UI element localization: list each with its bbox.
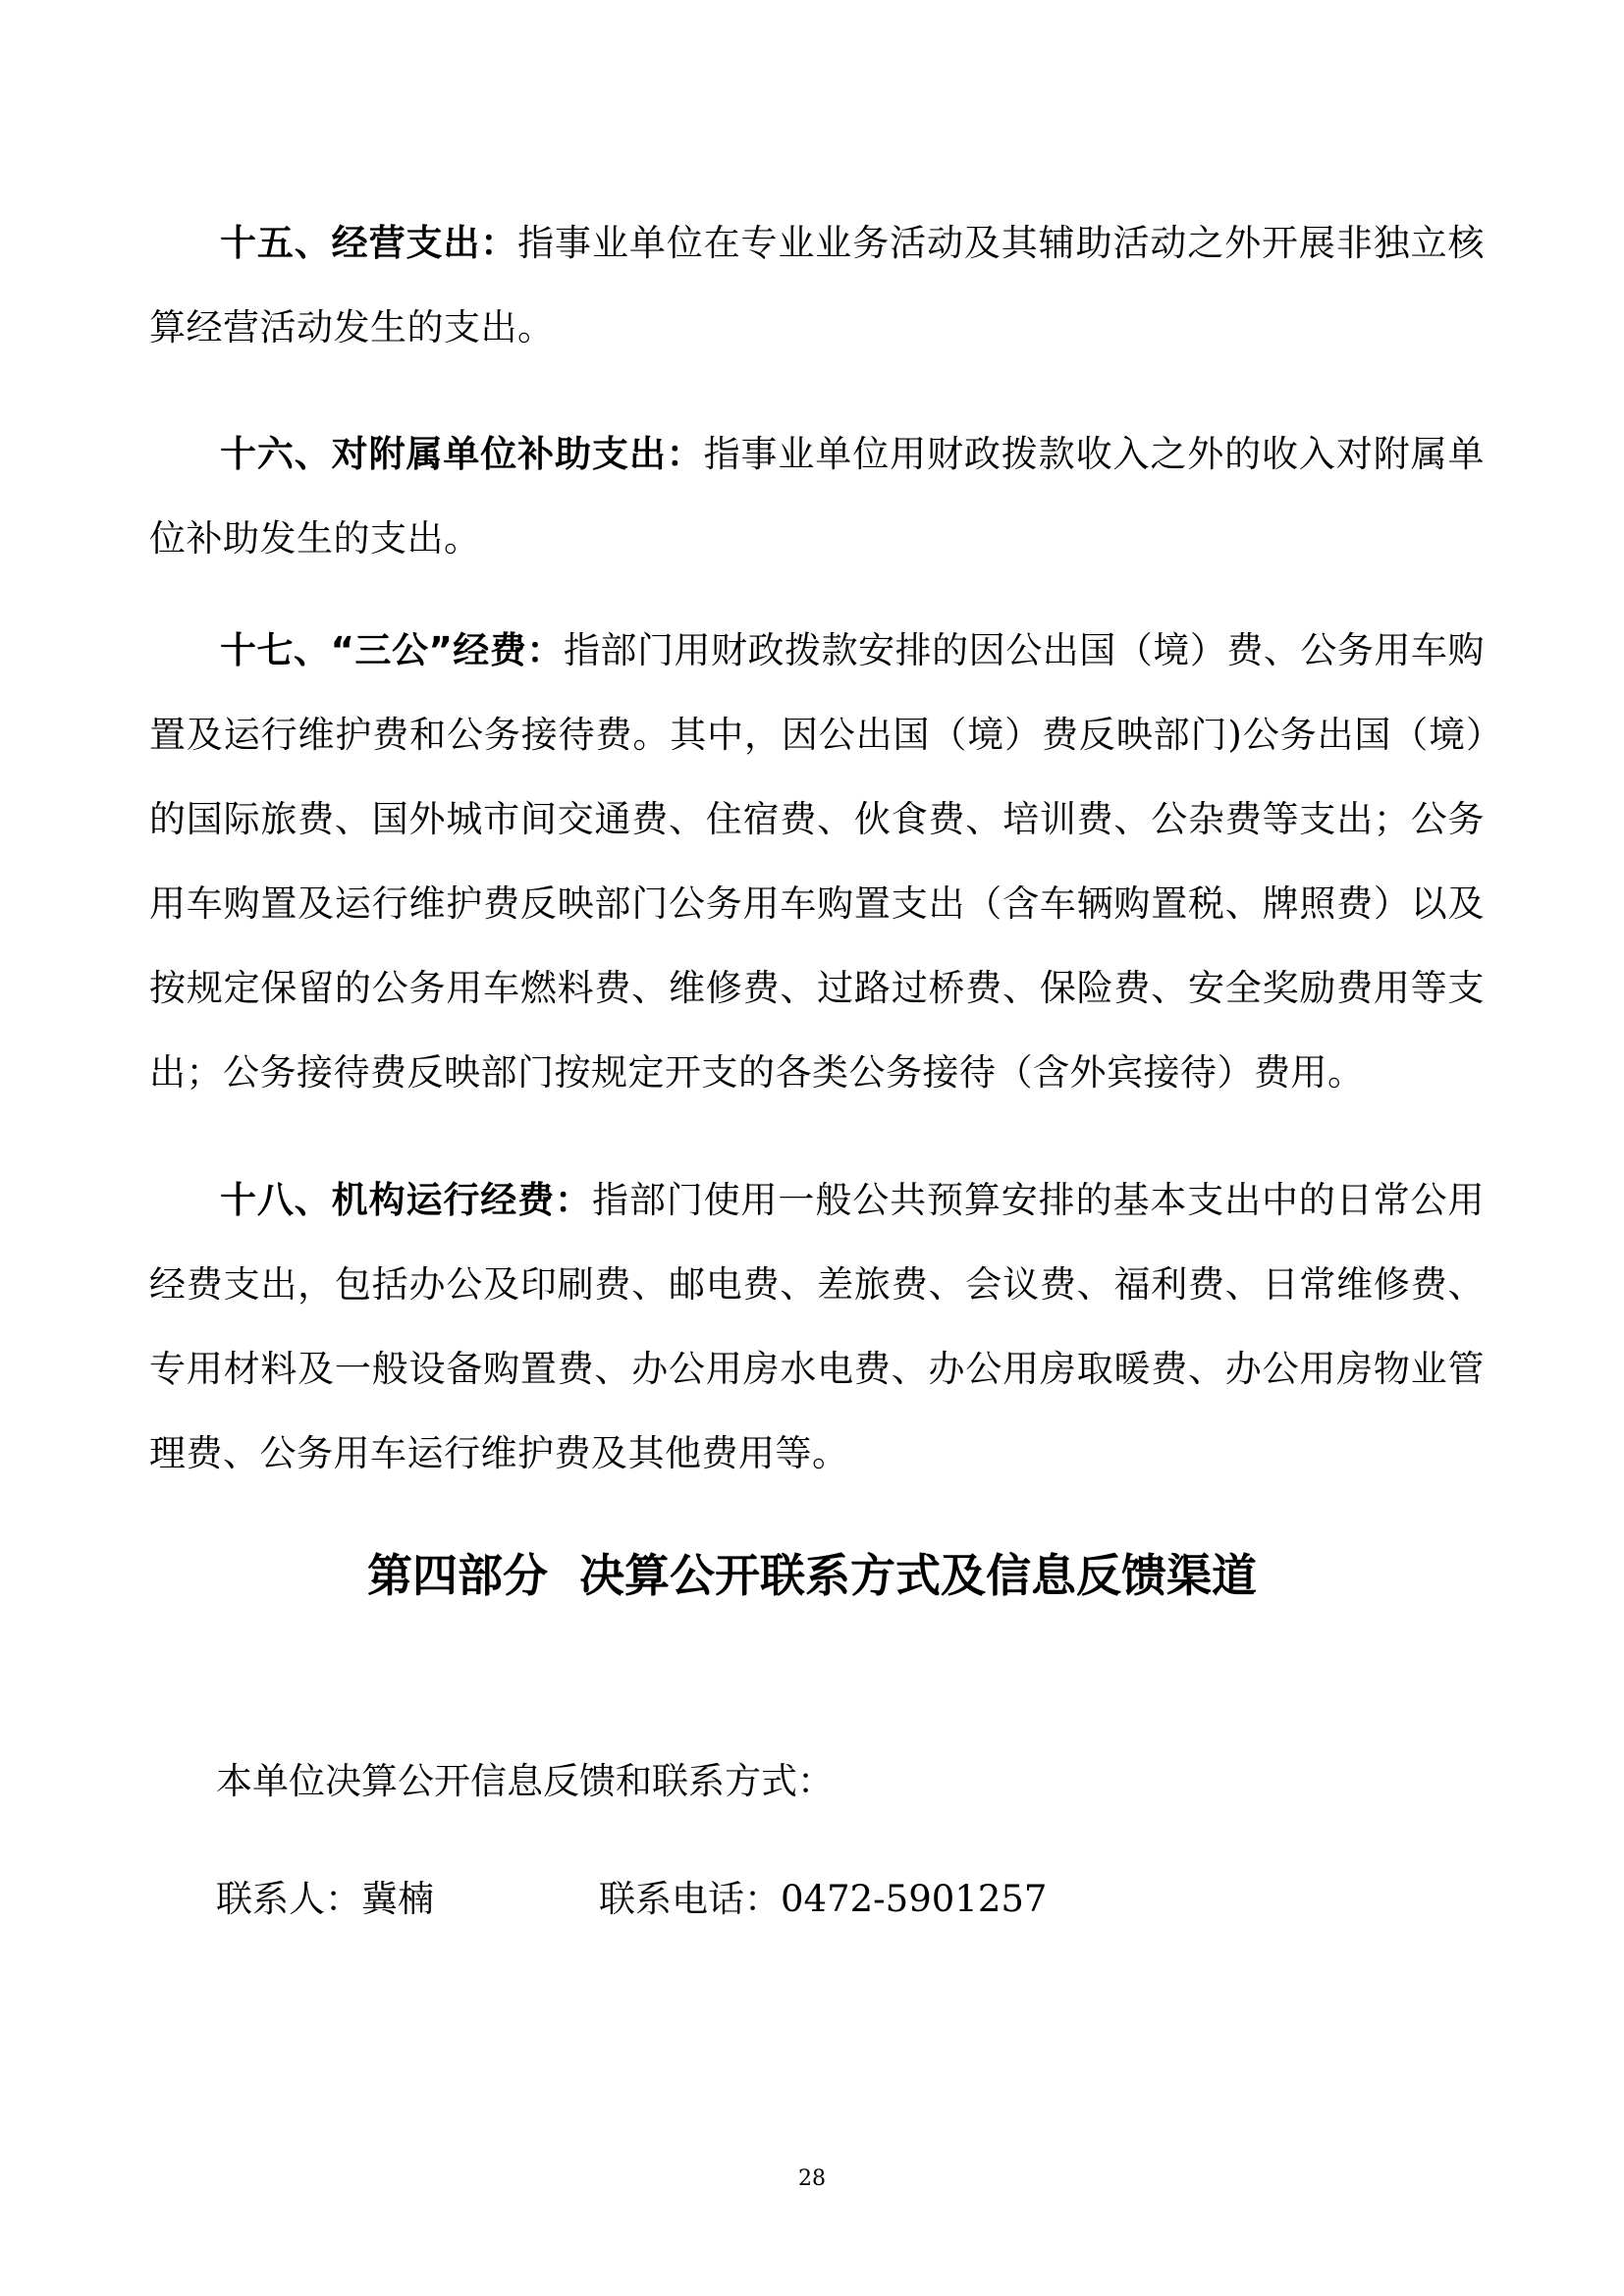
term-definition: 指部门使用一般公共预算安排的基本支出中的日常公用经费支出，包括办公及印刷费、邮电费、差旅费、会议费、福利费、日常维修费、专用材料及一般设备购置费、办公用房水电费、办公用房取暖费、办公用房物业管理费、公务用车运行维护费及其他费用等。 xyxy=(149,1179,1486,1474)
contact-person: 联系人：冀楠 xyxy=(216,1878,434,1920)
contact-phone: 联系电话：0472-5901257 xyxy=(599,1878,1048,1920)
feedback-intro: 本单位决算公开信息反馈和联系方式： xyxy=(216,1760,834,1802)
term-label: 十六、对附属单位补助支出： xyxy=(220,433,704,475)
term-definition: 指事业单位用财政拨款收入之外的收入对附属单位补助发生的支出。 xyxy=(149,433,1486,560)
term-label: 十七、“三公”经费： xyxy=(220,629,564,671)
term-definition: 指事业单位在专业业务活动及其辅助活动之外开展非独立核算经营活动发生的支出。 xyxy=(149,222,1486,348)
definition-paragraph-17 xyxy=(149,609,1485,1115)
section-title: 第四部分 决算公开联系方式及信息反馈渠道 xyxy=(366,1549,1258,1602)
term-label: 十八、机构运行经费： xyxy=(220,1179,592,1221)
definition-paragraph-16 xyxy=(149,412,1485,581)
term-label: 十五、经营支出： xyxy=(220,222,518,264)
definition-paragraph-15 xyxy=(149,201,1485,370)
term-definition: 指部门用财政拨款安排的因公出国（境）费、公务用车购置及运行维护费和公务接待费。其中，因公出国（境）费反映部门)公务出国（境）的国际旅费、国外城市间交通费、住宿费、伙食费、培训费、公杂费等支出；公务用车购置及运行维护费反映部门公务用车购置支出（含车辆购置税、牌照费）以及按规定保留的公务用车燃料费、维修费、过路过桥费、保险费、安全奖励费用等支出；公务接待费反映部门按规定开支的各类公务接待（含外宾接待）费用。 xyxy=(149,629,1485,1094)
page-number: 28 xyxy=(798,2166,826,2191)
definition-paragraph-18 xyxy=(149,1158,1485,1496)
